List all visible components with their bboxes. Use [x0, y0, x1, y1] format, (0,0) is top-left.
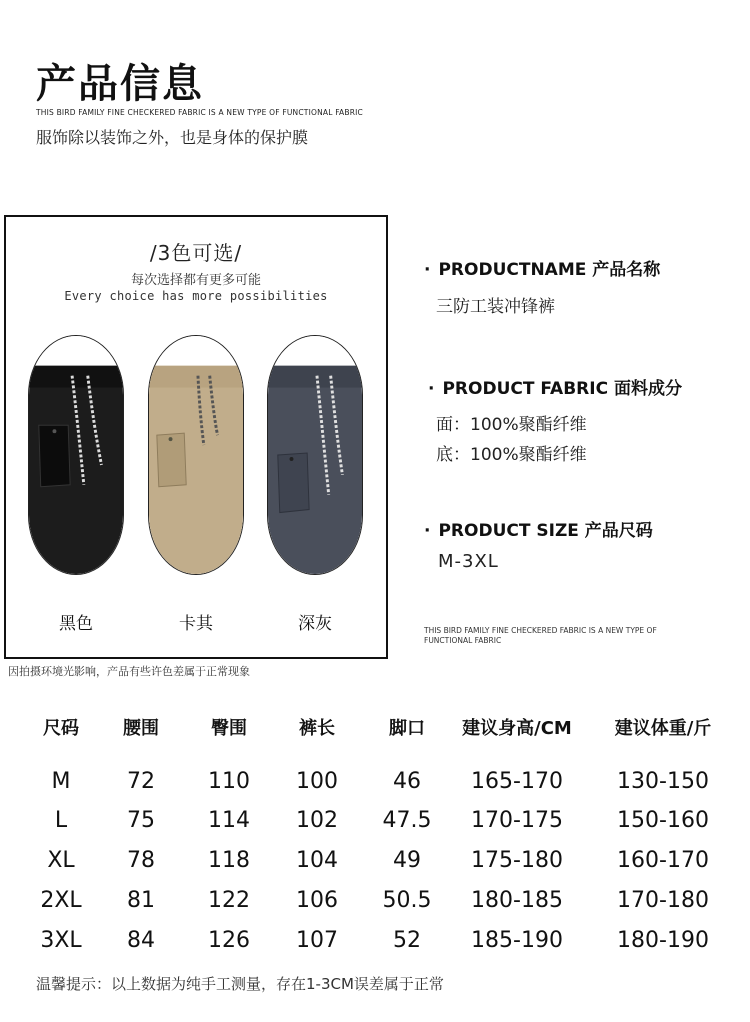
swatch-darkgray-pants-image — [267, 335, 363, 575]
table-cell: 84 — [127, 928, 155, 953]
swatch-label-darkgray: 深灰 — [298, 614, 332, 634]
fabric-line-1: 面：100%聚酯纤维 — [436, 415, 587, 435]
table-header-size: 尺码 — [43, 718, 79, 739]
table-cell: 107 — [296, 928, 338, 953]
color-options-panel — [4, 215, 388, 659]
table-cell: 150-160 — [617, 808, 709, 833]
table-cell: 104 — [296, 848, 338, 873]
table-cell: 160-170 — [617, 848, 709, 873]
swatch-khaki-pants-image — [148, 335, 244, 575]
table-cell: 2XL — [40, 888, 82, 913]
table-cell: 170-175 — [471, 808, 563, 833]
table-header-weight: 建议体重/斤 — [614, 718, 712, 739]
table-cell: 110 — [208, 769, 250, 794]
subtitle-english: THIS BIRD FAMILY FINE CHECKERED FABRIC IS A NEW TYPE OF FUNCTIONAL FABRIC — [36, 108, 363, 117]
fabric-line-2: 底：100%聚酯纤维 — [436, 445, 587, 465]
table-cell: 130-150 — [617, 769, 709, 794]
table-cell: 47.5 — [382, 808, 432, 833]
table-cell: 50.5 — [382, 888, 432, 913]
subtitle-chinese: 服饰除以装饰之外，也是身体的保护膜 — [36, 128, 309, 147]
table-cell: 126 — [208, 928, 250, 953]
table-cell: L — [54, 808, 68, 833]
table-cell: 114 — [208, 808, 250, 833]
table-cell: 170-180 — [617, 888, 709, 913]
table-cell: 122 — [208, 888, 250, 913]
table-cell: 175-180 — [471, 848, 563, 873]
table-cell: 180-190 — [617, 928, 709, 953]
table-header-hem: 脚口 — [389, 718, 425, 739]
table-cell: 52 — [393, 928, 421, 953]
page-title: 产品信息 — [36, 61, 204, 107]
color-options-subtitle-cn: 每次选择都有更多可能 — [130, 273, 261, 288]
table-header-hip: 臀围 — [211, 718, 247, 739]
table-cell: 180-185 — [471, 888, 563, 913]
table-cell: 3XL — [40, 928, 82, 953]
table-cell: 46 — [393, 769, 421, 794]
bullet-dot-icon: · — [428, 379, 435, 399]
table-cell: 102 — [296, 808, 338, 833]
swatch-label-khaki: 卡其 — [179, 614, 213, 634]
table-header-length: 裤长 — [299, 718, 335, 739]
table-cell: 72 — [127, 769, 155, 794]
measurement-tip: 温馨提示：以上数据为纯手工测量，存在1-3CM误差属于正常 — [36, 975, 444, 993]
product-fabric-heading — [428, 374, 682, 399]
swatch-black-pants-image — [28, 335, 124, 575]
product-fabric-label: PRODUCT FABRIC 面料成分 — [442, 379, 682, 399]
table-cell: 100 — [296, 769, 338, 794]
table-cell: 185-190 — [471, 928, 563, 953]
table-cell: 165-170 — [471, 769, 563, 794]
table-cell: 49 — [393, 848, 421, 873]
product-size-label: PRODUCT SIZE 产品尺码 — [438, 521, 653, 541]
product-name-value: 三防工装冲锋裤 — [436, 297, 555, 317]
product-size-value: M-3XL — [438, 551, 499, 572]
table-cell: 78 — [127, 848, 155, 873]
color-disclaimer: 因拍摄环境光影响，产品有些许色差属于正常现象 — [8, 665, 250, 678]
table-cell: XL — [47, 848, 75, 873]
table-header-height: 建议身高/CM — [462, 718, 572, 739]
table-cell: 118 — [208, 848, 250, 873]
table-cell: 81 — [127, 888, 155, 913]
product-size-heading — [424, 516, 653, 541]
table-cell: 75 — [127, 808, 155, 833]
table-cell: 106 — [296, 888, 338, 913]
info-english-note: THIS BIRD FAMILY FINE CHECKERED FABRIC IS A NEW TYPE OF FUNCTIONAL FABRIC — [424, 626, 657, 645]
color-options-subtitle-en: Every choice has more possibilities — [64, 289, 328, 303]
color-options-title: /3色可选/ — [149, 241, 243, 265]
product-name-label: PRODUCTNAME 产品名称 — [438, 260, 661, 280]
table-header-waist: 腰围 — [123, 718, 159, 739]
product-name-heading — [424, 255, 660, 280]
swatch-label-black: 黑色 — [59, 614, 93, 634]
bullet-dot-icon: · — [424, 521, 431, 541]
bullet-dot-icon: · — [424, 260, 431, 280]
table-cell: M — [51, 769, 71, 794]
